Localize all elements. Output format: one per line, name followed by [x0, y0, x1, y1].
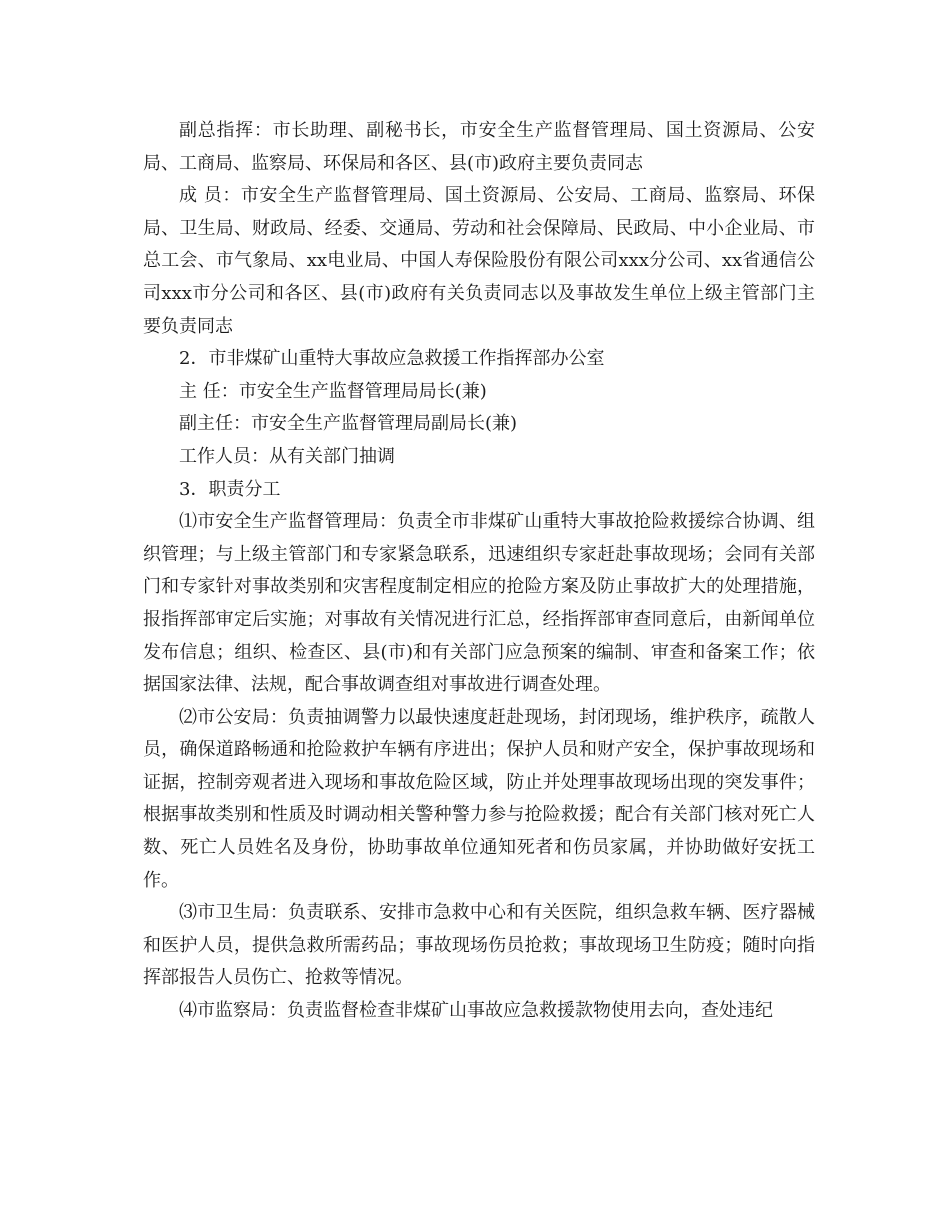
- paragraph-staff: 工作人员：从有关部门抽调: [179, 445, 395, 467]
- paragraph-safety-bureau: ⑴市安全生产监督管理局：负责全市非煤矿山重特大事故抢险救援综合协调、组织管理；与上级主管部门和专家紧急联系，迅速组织专家赶赴事故现场；会同有关部门和专家针对事故类别和灾害程度制定相应的抢险方案及防止事故扩大的处理措施，报指挥部审定后实施；对事故有关情况进行汇总，经指挥部审查同意后，由新闻单位发布信息；组织、检查区、县(市)和有关部门应急预案的编制、审查和备案工作；依据国家法律、法规，配合事故调查组对事故进行调查处理。: [143, 511, 815, 696]
- heading-responsibilities: 3．职责分工: [179, 478, 281, 500]
- paragraph-health-bureau: ⑶市卫生局：负责联系、安排市急救中心和有关医院，组织急救车辆、医疗器械和医护人员，提供急救所需药品；事故现场伤员抢救；事故现场卫生防疫；随时向指挥部报告人员伤亡、抢救等情况。: [143, 902, 815, 989]
- heading-office: 2．市非煤矿山重特大事故应急救援工作指挥部办公室: [179, 348, 605, 370]
- paragraph-members: 成 员：市安全生产监督管理局、国土资源局、公安局、工商局、监察局、环保局、卫生局、财政局、经委、交通局、劳动和社会保障局、民政局、中小企业局、市总工会、市气象局、xx电业局、中国人寿保险股份有限公司xxx分公司、xx省通信公司xxx市分公司和各区、县(市)政府有关负责同志以及事故发生单位上级主管部门主要负责同志: [143, 185, 815, 337]
- document-body: [143, 115, 815, 1028]
- paragraph-deputy-director: 副主任：市安全生产监督管理局副局长(兼): [179, 413, 518, 435]
- paragraph-deputy-commander: 副总指挥：市长助理、副秘书长，市安全生产监督管理局、国土资源局、公安局、工商局、监察局、环保局和各区、县(市)政府主要负责同志: [143, 120, 815, 174]
- paragraph-supervision-bureau: ⑷市监察局：负责监督检查非煤矿山事故应急救援款物使用去向，查处违纪: [179, 1000, 773, 1022]
- paragraph-public-security: ⑵市公安局：负责抽调警力以最快速度赶赴现场，封闭现场，维护秩序，疏散人员，确保道路畅通和抢险救护车辆有序进出；保护人员和财产安全，保护事故现场和证据，控制旁观者进入现场和事故危险区域，防止并处理事故现场出现的突发事件；根据事故类别和性质及时调动相关警种警力参与抢险救援；配合有关部门核对死亡人数、死亡人员姓名及身份，协助事故单位通知死者和伤员家属，并协助做好安抚工作。: [143, 706, 815, 891]
- paragraph-director: 主 任：市安全生产监督管理局局长(兼): [179, 380, 487, 402]
